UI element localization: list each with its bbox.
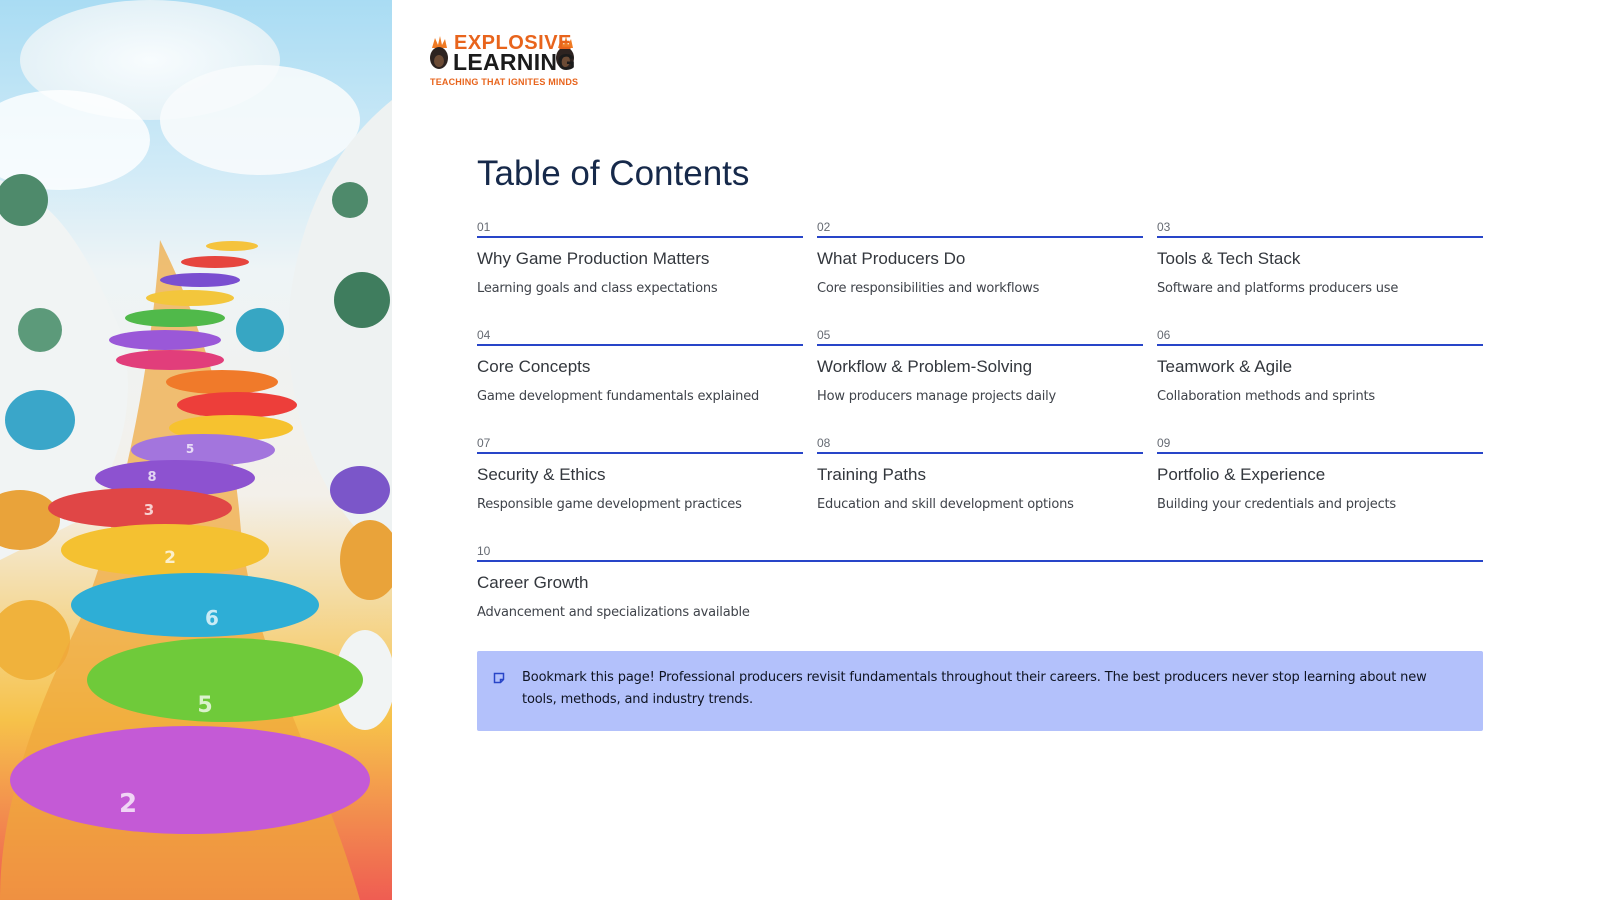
step-number-label: 5: [185, 442, 195, 456]
toc-divider: [1157, 236, 1483, 238]
toc-item-description: Advancement and specializations available: [477, 605, 750, 620]
toc-divider: [817, 344, 1143, 346]
callout-text: Bookmark this page! Professional producers revisit fundamentals throughout their careers. The best producers never stop learning about new tools, methods, and industry trends.: [522, 670, 1427, 707]
toc-item-title: Security & Ethics: [477, 465, 606, 484]
toc-divider: [1157, 452, 1483, 454]
step-number-label: 8: [147, 470, 157, 485]
toc-item-title: Portfolio & Experience: [1157, 465, 1326, 484]
page-title: Table of Contents: [477, 154, 750, 193]
brand-logo: [428, 32, 588, 90]
toc-item: [477, 219, 803, 298]
brand-line2: LEARNING: [453, 49, 576, 75]
toc-divider: [817, 236, 1143, 238]
toc-item-title: What Producers Do: [817, 249, 966, 268]
toc-item: [477, 327, 803, 406]
toc-divider: [477, 560, 1483, 562]
brand-tagline: TEACHING THAT IGNITES MINDS: [430, 77, 579, 87]
toc-item-number: 02: [817, 220, 831, 234]
toc-item-number: 04: [477, 328, 491, 342]
toc-item: [1157, 435, 1483, 514]
toc-item: [817, 219, 1143, 298]
step-number-label: 3: [143, 501, 155, 519]
hero-illustration: [0, 0, 392, 900]
step-number-label: 2: [164, 548, 176, 568]
toc-item-title: Tools & Tech Stack: [1157, 249, 1301, 268]
bookmark-icon: [493, 672, 505, 684]
brand-line1: EXPLOSIVE: [454, 32, 572, 54]
toc-item-description: How producers manage projects daily: [817, 389, 1057, 404]
toc-item: [477, 543, 1483, 622]
toc-item-title: Why Game Production Matters: [477, 249, 710, 268]
toc-divider: [477, 344, 803, 346]
toc-item-description: Education and skill development options: [817, 497, 1074, 512]
toc-divider: [477, 236, 803, 238]
toc-item-number: 01: [477, 220, 491, 234]
toc-divider: [1157, 344, 1483, 346]
toc-item-description: Responsible game development practices: [477, 497, 742, 512]
toc-item-title: Training Paths: [817, 465, 926, 484]
toc-item-description: Learning goals and class expectations: [477, 281, 718, 296]
toc-item-number: 07: [477, 436, 491, 450]
step-number-label: 5: [197, 693, 213, 718]
toc-item-title: Core Concepts: [477, 357, 591, 376]
bookmark-callout: [477, 651, 1483, 731]
toc-item-title: Career Growth: [477, 573, 589, 592]
toc-item-number: 03: [1157, 220, 1171, 234]
flame-head-icon: [428, 36, 450, 72]
toc-item-number: 06: [1157, 328, 1171, 342]
toc-item-title: Teamwork & Agile: [1157, 357, 1293, 376]
toc-item: [817, 435, 1143, 514]
toc-item-description: Software and platforms producers use: [1157, 281, 1399, 296]
toc-item: [1157, 219, 1483, 298]
toc-item: [477, 435, 803, 514]
step-number-label: 6: [205, 606, 219, 630]
toc-item-number: 10: [477, 544, 491, 558]
toc-item: [1157, 327, 1483, 406]
toc-divider: [477, 452, 803, 454]
rainbow-stairs-illustration: [0, 0, 392, 900]
toc-divider: [817, 452, 1143, 454]
toc-item-number: 08: [817, 436, 831, 450]
toc-item-title: Workflow & Problem-Solving: [817, 357, 1033, 376]
step-number-label: 2: [118, 789, 138, 819]
toc-item-number: 05: [817, 328, 831, 342]
toc-item-description: Core responsibilities and workflows: [817, 281, 1040, 296]
toc-item: [817, 327, 1143, 406]
toc-item-description: Building your credentials and projects: [1157, 497, 1397, 512]
toc-item-number: 09: [1157, 436, 1171, 450]
toc-item-description: Collaboration methods and sprints: [1157, 389, 1375, 404]
toc-item-description: Game development fundamentals explained: [477, 389, 760, 404]
